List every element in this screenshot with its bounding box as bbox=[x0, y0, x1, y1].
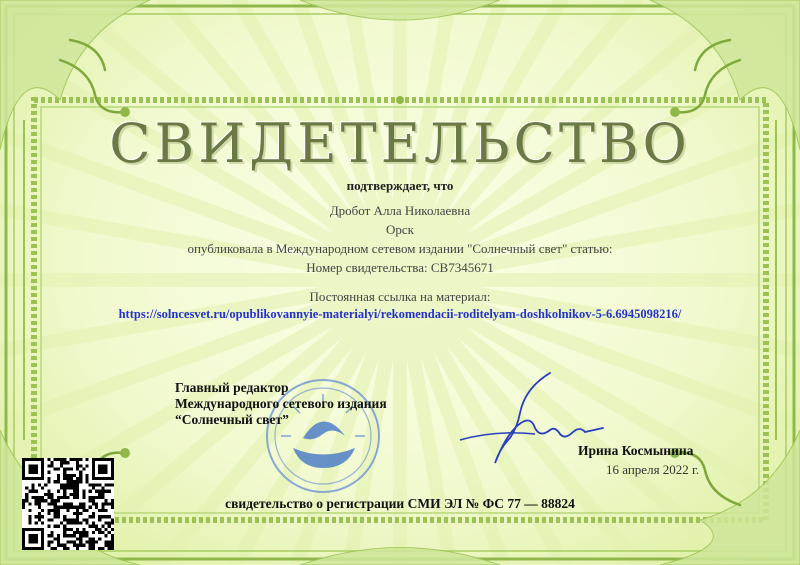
certificate-title: СВИДЕТЕЛЬСТВО bbox=[109, 112, 691, 175]
published-text: опубликовала в Международном сетевом издании "Солнечный свет" статью: bbox=[187, 241, 613, 256]
editor-block bbox=[175, 380, 387, 428]
link-label: Постоянная ссылка на материал: bbox=[309, 289, 491, 304]
signer-name: Ирина Космынина bbox=[578, 443, 694, 458]
recipient-city: Орск bbox=[386, 222, 414, 237]
editor-publication: Международного сетевого издания bbox=[175, 396, 387, 411]
qr-code[interactable] bbox=[22, 458, 114, 550]
registration-text: свидетельство о регистрации СМИ ЭЛ № ФС 77 — 88824 bbox=[225, 496, 575, 511]
signature bbox=[455, 368, 605, 478]
material-link[interactable]: https://solncesvet.ru/opublikovannyie-materialyi/rekomendacii-roditelyam-doshkolnikov-5-6.6945098216/ bbox=[118, 307, 682, 321]
confirms-text: подтверждает, что bbox=[346, 178, 454, 193]
certificate-number: Номер свидетельства: СВ7345671 bbox=[306, 260, 494, 275]
recipient-name: Дробот Алла Николаевна bbox=[329, 203, 471, 218]
issue-date: 16 апреля 2022 г. bbox=[606, 462, 700, 477]
editor-publication-name: “Солнечный свет” bbox=[175, 412, 289, 427]
editor-title: Главный редактор bbox=[175, 380, 289, 395]
